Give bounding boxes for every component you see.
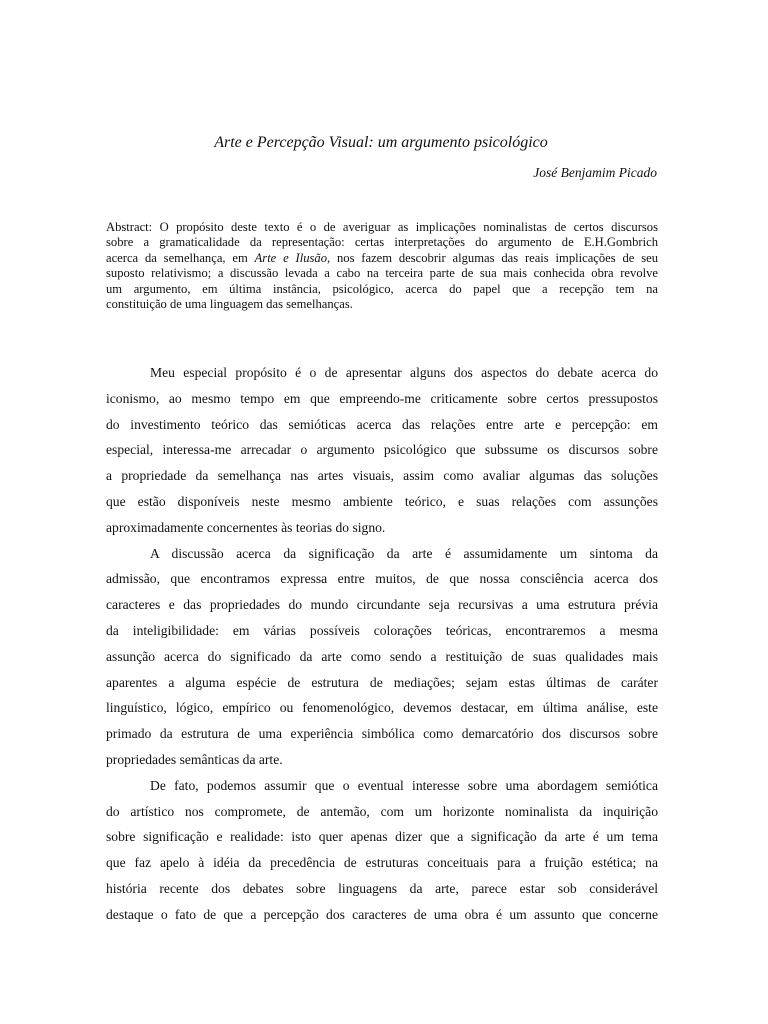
body-line: De fato, podemos assumir que o eventual interesse sobre uma abordagem semiótica bbox=[150, 777, 658, 793]
body-line: especial, interessa-me arrecadar o argumento psicológico que subssume os discursos sobre bbox=[106, 442, 658, 458]
body-line: iconismo, ao mesmo tempo em que empreendo-me criticamente sobre certos pressupostos bbox=[106, 390, 658, 406]
body-line: assunção acerca do significado da arte como sendo a restituição de suas qualidades mais bbox=[106, 648, 658, 664]
body-line: que estão disponíveis neste mesmo ambiente teórico, e suas relações com assunções bbox=[106, 493, 658, 509]
abstract-line: um argumento, em última instância, psicológico, acerca do papel que a recepção tem na bbox=[106, 281, 658, 296]
body-line: do artístico nos compromete, de antemão, com um horizonte nominalista da inquirição bbox=[106, 803, 658, 819]
paper-title: Arte e Percepção Visual: um argumento psicológico bbox=[214, 134, 548, 151]
body-line: A discussão acerca da significação da arte é assumidamente um sintoma da bbox=[150, 545, 658, 561]
body-line: que faz apelo à idéia da precedência de estruturas conceituais para a fruição estética; na bbox=[106, 855, 658, 871]
body-line: caracteres e das propriedades do mundo circundante seja recursivas a uma estrutura prévia bbox=[106, 597, 658, 613]
abstract-text-fragment: acerca da semelhança, em bbox=[106, 250, 255, 265]
book-title-italic: Arte e Ilusão bbox=[254, 250, 327, 265]
body-line: Meu especial propósito é o de apresentar alguns dos aspectos do debate acerca do bbox=[150, 365, 658, 380]
body-line: história recente dos debates sobre linguagens da arte, parece estar sob considerável bbox=[106, 880, 658, 896]
abstract bbox=[106, 220, 658, 312]
author-name: José Benjamim Picado bbox=[533, 165, 657, 180]
body-line: admissão, que encontramos expressa entre muitos, de que nossa consciência acerca dos bbox=[106, 571, 658, 587]
body-line: destaque o fato de que a percepção dos caracteres de uma obra é um assunto que concerne bbox=[106, 906, 658, 922]
body-line: do investimento teórico das semióticas acerca das relações entre arte e percepção: em bbox=[106, 416, 658, 432]
abstract-line: constituição de uma linguagem das semelhanças. bbox=[106, 296, 353, 311]
abstract-line bbox=[106, 251, 658, 266]
body-line: da inteligibilidade: em várias possíveis colorações teóricas, encontraremos a mesma bbox=[106, 622, 658, 638]
abstract-line: sobre a gramaticalidade da representação: certas interpretações do argumento de E.H.Gombrich bbox=[106, 235, 658, 250]
body-line: linguístico, lógico, empírico ou fenomenológico, devemos destacar, em última análise, este bbox=[106, 700, 658, 716]
body-line: aproximadamente concernentes às teorias do signo. bbox=[106, 519, 386, 535]
abstract-line: suposto relativismo; a discussão levada a cabo na terceira parte de sua mais conhecida obra revolve bbox=[106, 266, 658, 281]
abstract-text-fragment: , nos fazem descobrir algumas das reais implicações de seu bbox=[327, 250, 658, 265]
body-line: propriedades semânticas da arte. bbox=[106, 751, 283, 767]
body-line: a propriedade da semelhança nas artes visuais, assim como avaliar algumas das soluções bbox=[106, 468, 658, 484]
body-line: aparentes a alguma espécie de estrutura de mediações; sejam estas últimas de caráter bbox=[106, 674, 658, 690]
abstract-line: Abstract: O propósito deste texto é o de averiguar as implicações nominalistas de certos discursos bbox=[106, 220, 658, 234]
body-text bbox=[106, 360, 658, 928]
body-line: primado da estrutura de uma experiência simbólica como demarcatório dos discursos sobre bbox=[106, 726, 658, 742]
body-line: sobre significação e realidade: isto quer apenas dizer que a significação da arte é um tema bbox=[106, 829, 658, 845]
